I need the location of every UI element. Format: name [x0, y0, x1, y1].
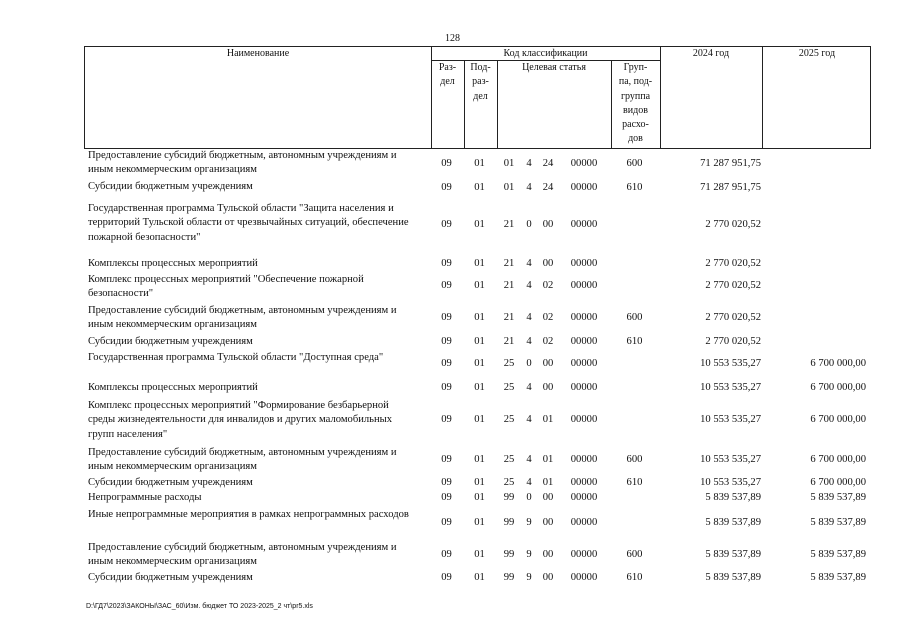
target-sub-cell: 24 — [542, 182, 554, 193]
target-program-cell: 21 — [503, 258, 515, 269]
expense-group-cell: 610 — [626, 182, 643, 193]
amount-2024: 5 839 537,89 — [705, 491, 761, 503]
target-program-cell: 21 — [503, 219, 515, 230]
expense-group-cell: 600 — [626, 549, 643, 560]
row-name: Комплекс процессных мероприятий "Обеспечение пожарной безопасности" — [88, 274, 364, 300]
razdel-cell: 09 — [441, 571, 452, 583]
razdel-cell: 09 — [441, 491, 452, 503]
target-direction-cell: 00000 — [570, 381, 598, 393]
target-sub-cell: 00 — [542, 358, 554, 369]
target-sub-cell: 02 — [542, 312, 554, 323]
target-type-cell: 0 — [526, 358, 532, 369]
amount-2024: 10 553 535,27 — [700, 358, 761, 369]
row-name: Субсидии бюджетным учреждениям — [88, 477, 253, 488]
podrazdel-cell: 01 — [474, 571, 485, 583]
page-number: 128 — [445, 33, 460, 44]
razdel-cell: 09 — [441, 280, 452, 291]
header-year-2025: 2025 год — [798, 48, 836, 59]
target-program-cell: 01 — [503, 182, 515, 193]
target-program-cell: 25 — [503, 358, 515, 369]
target-sub-cell: 00 — [542, 491, 554, 503]
row-name: Иные непрограммные мероприятия в рамках непрограммных расходов — [88, 509, 409, 520]
row-name: Комплексы процессных мероприятий — [88, 382, 258, 393]
header-classification: Код классификации — [503, 48, 588, 59]
podrazdel-cell: 01 — [474, 358, 485, 369]
target-sub-cell: 00 — [542, 549, 554, 560]
podrazdel-cell: 01 — [474, 491, 485, 503]
podrazdel-cell: 01 — [474, 258, 485, 269]
target-sub-cell: 01 — [542, 414, 554, 425]
target-type-cell: 4 — [526, 335, 532, 347]
target-direction-cell: 00000 — [570, 491, 598, 503]
target-sub-cell: 01 — [542, 476, 554, 488]
row-name: Государственная программа Тульской области "Доступная среда" — [88, 352, 384, 363]
podrazdel-cell: 01 — [474, 182, 485, 193]
table-row — [84, 351, 871, 379]
amount-2025: 6 700 000,00 — [810, 476, 866, 488]
target-sub-cell: 00 — [542, 258, 554, 269]
razdel-cell: 09 — [441, 414, 452, 425]
amount-2025: 6 700 000,00 — [810, 414, 866, 425]
amount-2025: 6 700 000,00 — [810, 358, 866, 369]
razdel-cell: 09 — [441, 219, 452, 230]
razdel-cell: 09 — [441, 381, 452, 393]
target-sub-cell: 02 — [542, 280, 554, 291]
amount-2024: 10 553 535,27 — [700, 476, 761, 488]
target-program-cell: 01 — [503, 157, 515, 169]
target-type-cell: 4 — [526, 454, 532, 465]
target-type-cell: 4 — [526, 414, 532, 425]
target-program-cell: 99 — [503, 549, 515, 560]
table-row — [84, 446, 871, 476]
target-sub-cell: 00 — [542, 381, 554, 393]
target-type-cell: 4 — [526, 157, 532, 169]
target-type-cell: 4 — [526, 258, 532, 269]
razdel-cell: 09 — [441, 516, 452, 528]
razdel-cell: 09 — [441, 157, 452, 169]
table-row — [84, 335, 871, 350]
row-name: Предоставление субсидий бюджетным, автономным учреждениям и иным некоммерческим организациям — [88, 447, 397, 473]
row-name: Комплексы процессных мероприятий — [88, 258, 258, 269]
row-name: Субсидии бюджетным учреждениям — [88, 181, 253, 192]
target-type-cell: 4 — [526, 476, 532, 488]
target-direction-cell: 00000 — [570, 414, 598, 425]
target-program-cell: 21 — [503, 280, 515, 291]
target-direction-cell: 00000 — [570, 549, 598, 560]
podrazdel-cell: 01 — [474, 454, 485, 465]
target-type-cell: 4 — [526, 280, 532, 291]
amount-2025: 5 839 537,89 — [810, 491, 866, 503]
target-sub-cell: 01 — [542, 454, 554, 465]
razdel-cell: 09 — [441, 182, 452, 193]
table-row — [84, 491, 871, 506]
amount-2024: 2 770 020,52 — [705, 219, 761, 230]
header-group: Груп- па, под- группа видов расхо- дов — [618, 62, 653, 145]
target-type-cell: 9 — [526, 571, 532, 583]
podrazdel-cell: 01 — [474, 280, 485, 291]
amount-2024: 5 839 537,89 — [705, 571, 761, 583]
file-path-footer: D:\ГД7\2023\ЗАКОНЫ\ЗАС_60\Изм. бюджет ТО 2023-2025_2 чт\pr5.xls — [86, 603, 313, 610]
amount-2024: 5 839 537,89 — [705, 549, 761, 560]
target-sub-cell: 24 — [542, 157, 554, 169]
amount-2024: 10 553 535,27 — [700, 414, 761, 425]
target-direction-cell: 00000 — [570, 476, 598, 488]
amount-2025: 5 839 537,89 — [810, 516, 866, 528]
target-program-cell: 99 — [503, 571, 515, 583]
target-program-cell: 25 — [503, 476, 515, 488]
target-program-cell: 99 — [503, 491, 515, 503]
target-direction-cell: 00000 — [570, 516, 598, 528]
row-name: Предоставление субсидий бюджетным, автономным учреждениям и иным некоммерческим организациям — [88, 305, 397, 331]
expense-group-cell: 610 — [626, 476, 643, 488]
podrazdel-cell: 01 — [474, 312, 485, 323]
row-name: Государственная программа Тульской области "Защита населения и территорий Тульской области от чрезвычайных ситуаций, обеспечение пожарной безопасности" — [88, 203, 409, 243]
amount-2024: 2 770 020,52 — [705, 280, 761, 291]
target-direction-cell: 00000 — [570, 571, 598, 583]
row-name: Предоставление субсидий бюджетным, автономным учреждениям и иным некоммерческим организациям — [88, 150, 397, 176]
podrazdel-cell: 01 — [474, 219, 485, 230]
razdel-cell: 09 — [441, 454, 452, 465]
target-sub-cell: 00 — [542, 219, 554, 230]
header-podrazdel: Под- раз- дел — [470, 62, 491, 102]
target-type-cell: 4 — [526, 182, 532, 193]
header-name: Наименование — [226, 48, 290, 59]
razdel-cell: 09 — [441, 258, 452, 269]
amount-2025: 6 700 000,00 — [810, 454, 866, 465]
table-row — [84, 257, 871, 273]
target-direction-cell: 00000 — [570, 454, 598, 465]
podrazdel-cell: 01 — [474, 549, 485, 560]
table-row — [84, 476, 871, 491]
razdel-cell: 09 — [441, 358, 452, 369]
target-program-cell: 25 — [503, 381, 515, 393]
target-direction-cell: 00000 — [570, 335, 598, 347]
header-year-2024: 2024 год — [692, 48, 730, 59]
target-direction-cell: 00000 — [570, 258, 598, 269]
target-type-cell: 4 — [526, 381, 532, 393]
table-row — [84, 508, 871, 539]
target-direction-cell: 00000 — [570, 157, 598, 169]
expense-group-cell: 600 — [626, 157, 643, 169]
amount-2024: 10 553 535,27 — [700, 454, 761, 465]
row-name: Комплекс процессных мероприятий "Формирование безбарьерной среды жизнедеятельности для инвалидов и других маломобильных групп населения" — [88, 400, 393, 440]
amount-2024: 2 770 020,52 — [705, 312, 761, 323]
amount-2025: 5 839 537,89 — [810, 549, 866, 560]
expense-group-cell: 600 — [626, 312, 643, 323]
target-program-cell: 25 — [503, 454, 515, 465]
expense-group-cell: 610 — [626, 571, 643, 583]
amount-2024: 71 287 951,75 — [700, 157, 761, 169]
table-header — [84, 46, 871, 149]
podrazdel-cell: 01 — [474, 414, 485, 425]
table-row — [84, 304, 871, 334]
row-name: Предоставление субсидий бюджетным, автономным учреждениям и иным некоммерческим организациям — [88, 542, 397, 568]
target-direction-cell: 00000 — [570, 358, 598, 369]
amount-2024: 10 553 535,27 — [700, 381, 761, 393]
target-direction-cell: 00000 — [570, 219, 598, 230]
header-target: Целевая статья — [522, 62, 586, 73]
table-row — [84, 180, 871, 198]
target-type-cell: 0 — [526, 219, 532, 230]
target-program-cell: 21 — [503, 335, 515, 347]
razdel-cell: 09 — [441, 476, 452, 488]
target-type-cell: 9 — [526, 549, 532, 560]
target-type-cell: 0 — [526, 491, 532, 503]
table-row — [84, 149, 871, 180]
amount-2024: 71 287 951,75 — [700, 182, 761, 193]
expense-group-cell: 610 — [626, 335, 643, 347]
header-razdel: Раз- дел — [438, 62, 457, 88]
razdel-cell: 09 — [441, 335, 452, 347]
podrazdel-cell: 01 — [474, 381, 485, 393]
amount-2024: 2 770 020,52 — [705, 335, 761, 347]
podrazdel-cell: 01 — [474, 335, 485, 347]
podrazdel-cell: 01 — [474, 157, 485, 169]
target-direction-cell: 00000 — [570, 312, 598, 323]
razdel-cell: 09 — [441, 549, 452, 560]
razdel-cell: 09 — [441, 312, 452, 323]
table-row — [84, 541, 871, 571]
table-row — [84, 381, 871, 396]
target-program-cell: 21 — [503, 312, 515, 323]
target-program-cell: 25 — [503, 414, 515, 425]
amount-2024: 2 770 020,52 — [705, 258, 761, 269]
podrazdel-cell: 01 — [474, 516, 485, 528]
amount-2025: 5 839 537,89 — [810, 571, 866, 583]
amount-2025: 6 700 000,00 — [810, 381, 866, 393]
target-sub-cell: 02 — [542, 335, 554, 347]
table-row — [84, 399, 871, 443]
podrazdel-cell: 01 — [474, 476, 485, 488]
target-direction-cell: 00000 — [570, 182, 598, 193]
target-type-cell: 4 — [526, 312, 532, 323]
target-program-cell: 99 — [503, 516, 515, 528]
amount-2024: 5 839 537,89 — [705, 516, 761, 528]
row-name: Субсидии бюджетным учреждениям — [88, 336, 253, 347]
expense-group-cell: 600 — [626, 454, 643, 465]
target-type-cell: 9 — [526, 516, 532, 528]
row-name: Непрограммные расходы — [88, 492, 202, 503]
target-sub-cell: 00 — [542, 571, 554, 583]
target-direction-cell: 00000 — [570, 280, 598, 291]
table-row — [84, 273, 871, 301]
target-sub-cell: 00 — [542, 516, 554, 528]
row-name: Субсидии бюджетным учреждениям — [88, 572, 253, 583]
table-row — [84, 571, 871, 586]
table-row — [84, 202, 871, 250]
